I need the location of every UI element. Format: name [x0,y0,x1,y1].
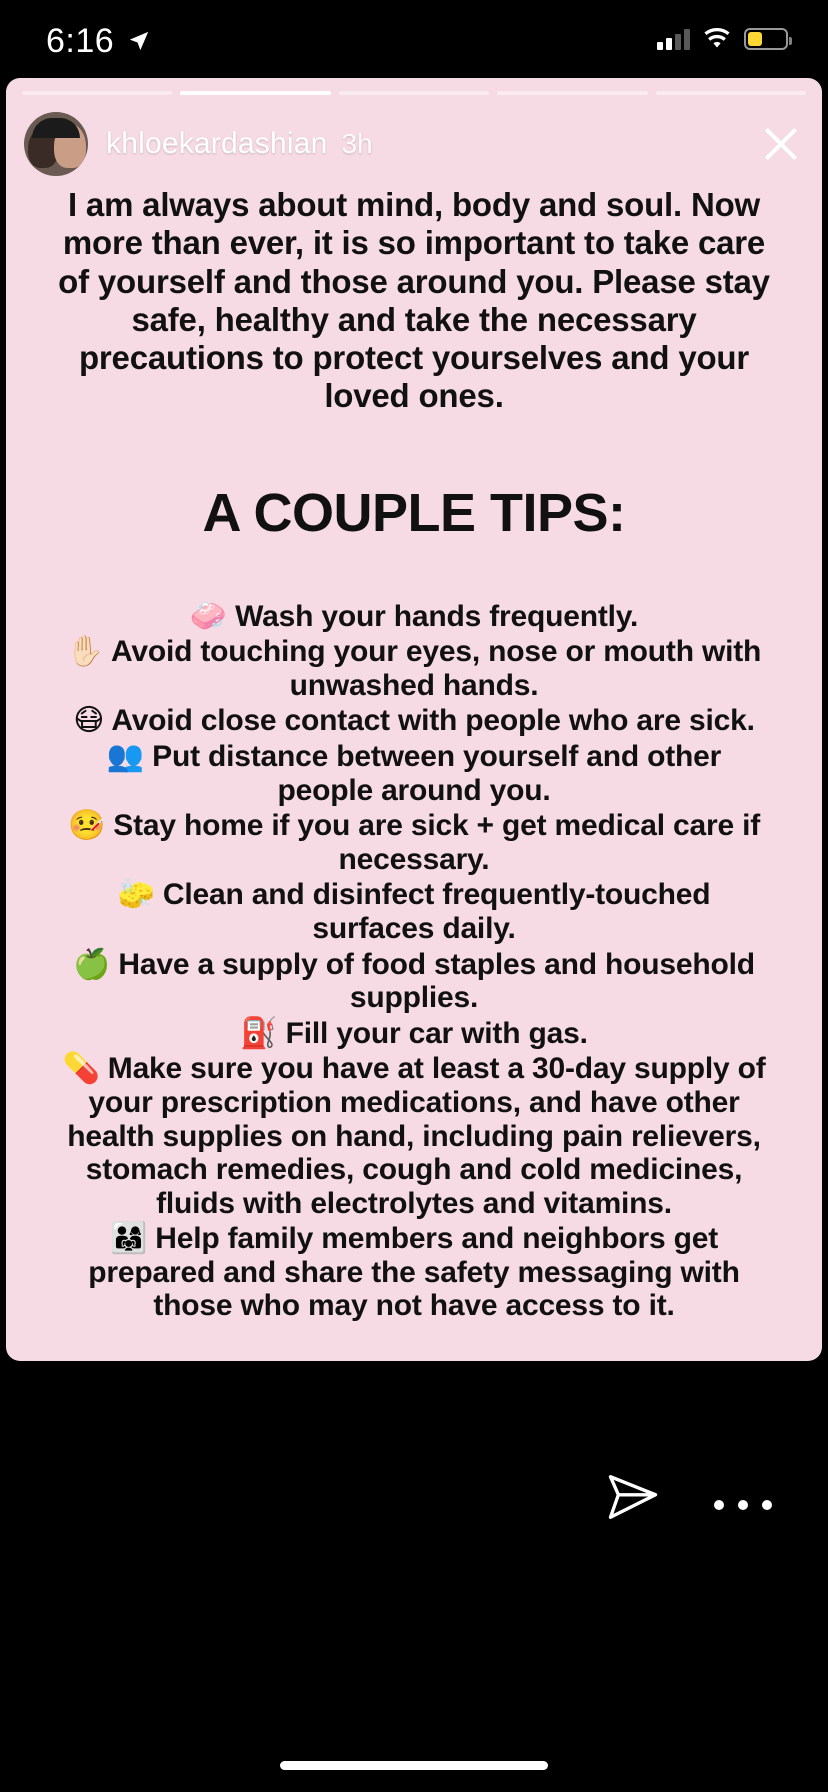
tip-item [56,1052,772,1220]
send-share-icon[interactable] [606,1470,660,1524]
tip-text: Stay home if you are sick + get medical care if necessary. [105,809,760,876]
timestamp-label: 3h [341,128,373,159]
tip-text: Avoid close contact with people who are sick. [104,704,755,738]
tip-emoji-icon: 🧼 [189,598,228,634]
tip-text: Have a supply of food staples and household supplies. [110,947,755,1015]
tip-item [56,740,772,807]
username-label[interactable]: khloekardashian [106,127,328,160]
tip-text: Avoid touching your eyes, nose or mouth with unwashed hands. [104,635,762,702]
story-card[interactable] [6,78,822,1361]
tip-text: Fill your car with gas. [277,1016,588,1050]
tip-item [56,809,772,876]
tip-emoji-icon: 😷 [73,703,105,739]
tip-emoji-icon: ✋🏻 [66,634,104,670]
close-icon[interactable] [758,121,804,167]
progress-segment[interactable] [339,91,489,95]
tip-emoji-icon: 💊 [62,1051,100,1087]
progress-segment[interactable] [22,91,172,95]
tip-emoji-icon: 👨‍👩‍👧 [109,1221,148,1257]
tip-text: Clean and disinfect frequently-touched surfaces daily. [154,878,711,945]
story-header [24,112,804,176]
tip-item [56,1222,772,1323]
tip-item [56,1017,772,1051]
story-intro-text: I am always about mind, body and soul. Now more than ever, it is so important to take care of yourself and those around you. Please stay safe, healthy and take the necessary precautions to protect yourselves and your loved ones. [58,186,770,415]
home-indicator [280,1761,548,1770]
tip-text: Make sure you have at least a 30-day supply of your prescription medications, and have other health supplies on hand, including pain relievers, stomach remedies, cough and cold medicines, fluids with electrolytes and vitamins. [67,1052,766,1220]
tip-text: Put distance between yourself and other people around you. [144,739,722,807]
status-time: 6:16 [46,22,115,60]
tip-item [56,878,772,945]
location-arrow-icon [128,30,150,52]
tip-emoji-icon: 🧽 [117,877,155,913]
tip-item [56,704,772,738]
cellular-signal-icon [657,28,690,50]
tip-item [56,635,772,702]
story-bottom-bar [0,1362,828,1792]
progress-segment[interactable] [656,91,806,95]
tip-text: Help family members and neighbors get prepared and share the safety messaging with those who may not have access to it. [88,1222,740,1323]
wifi-icon [702,28,732,50]
more-options-icon[interactable] [714,1500,772,1510]
story-content [6,186,822,1325]
status-bar [0,0,828,80]
avatar[interactable] [24,112,88,176]
battery-low-icon [744,28,788,50]
tip-emoji-icon: ⛽ [240,1015,278,1051]
tip-emoji-icon: 🤒 [67,808,106,844]
story-progress-bar [22,91,806,95]
progress-segment[interactable] [497,91,647,95]
tip-item [56,600,772,634]
story-headline: A COUPLE TIPS: [202,482,626,543]
tips-list [34,600,794,1323]
tip-item [56,948,772,1015]
status-indicators [657,28,788,50]
tip-text: Wash your hands frequently. [227,599,639,633]
tip-emoji-icon: 🍏 [73,946,111,982]
progress-segment-active[interactable] [180,91,330,95]
tip-emoji-icon: 👥 [106,738,145,774]
